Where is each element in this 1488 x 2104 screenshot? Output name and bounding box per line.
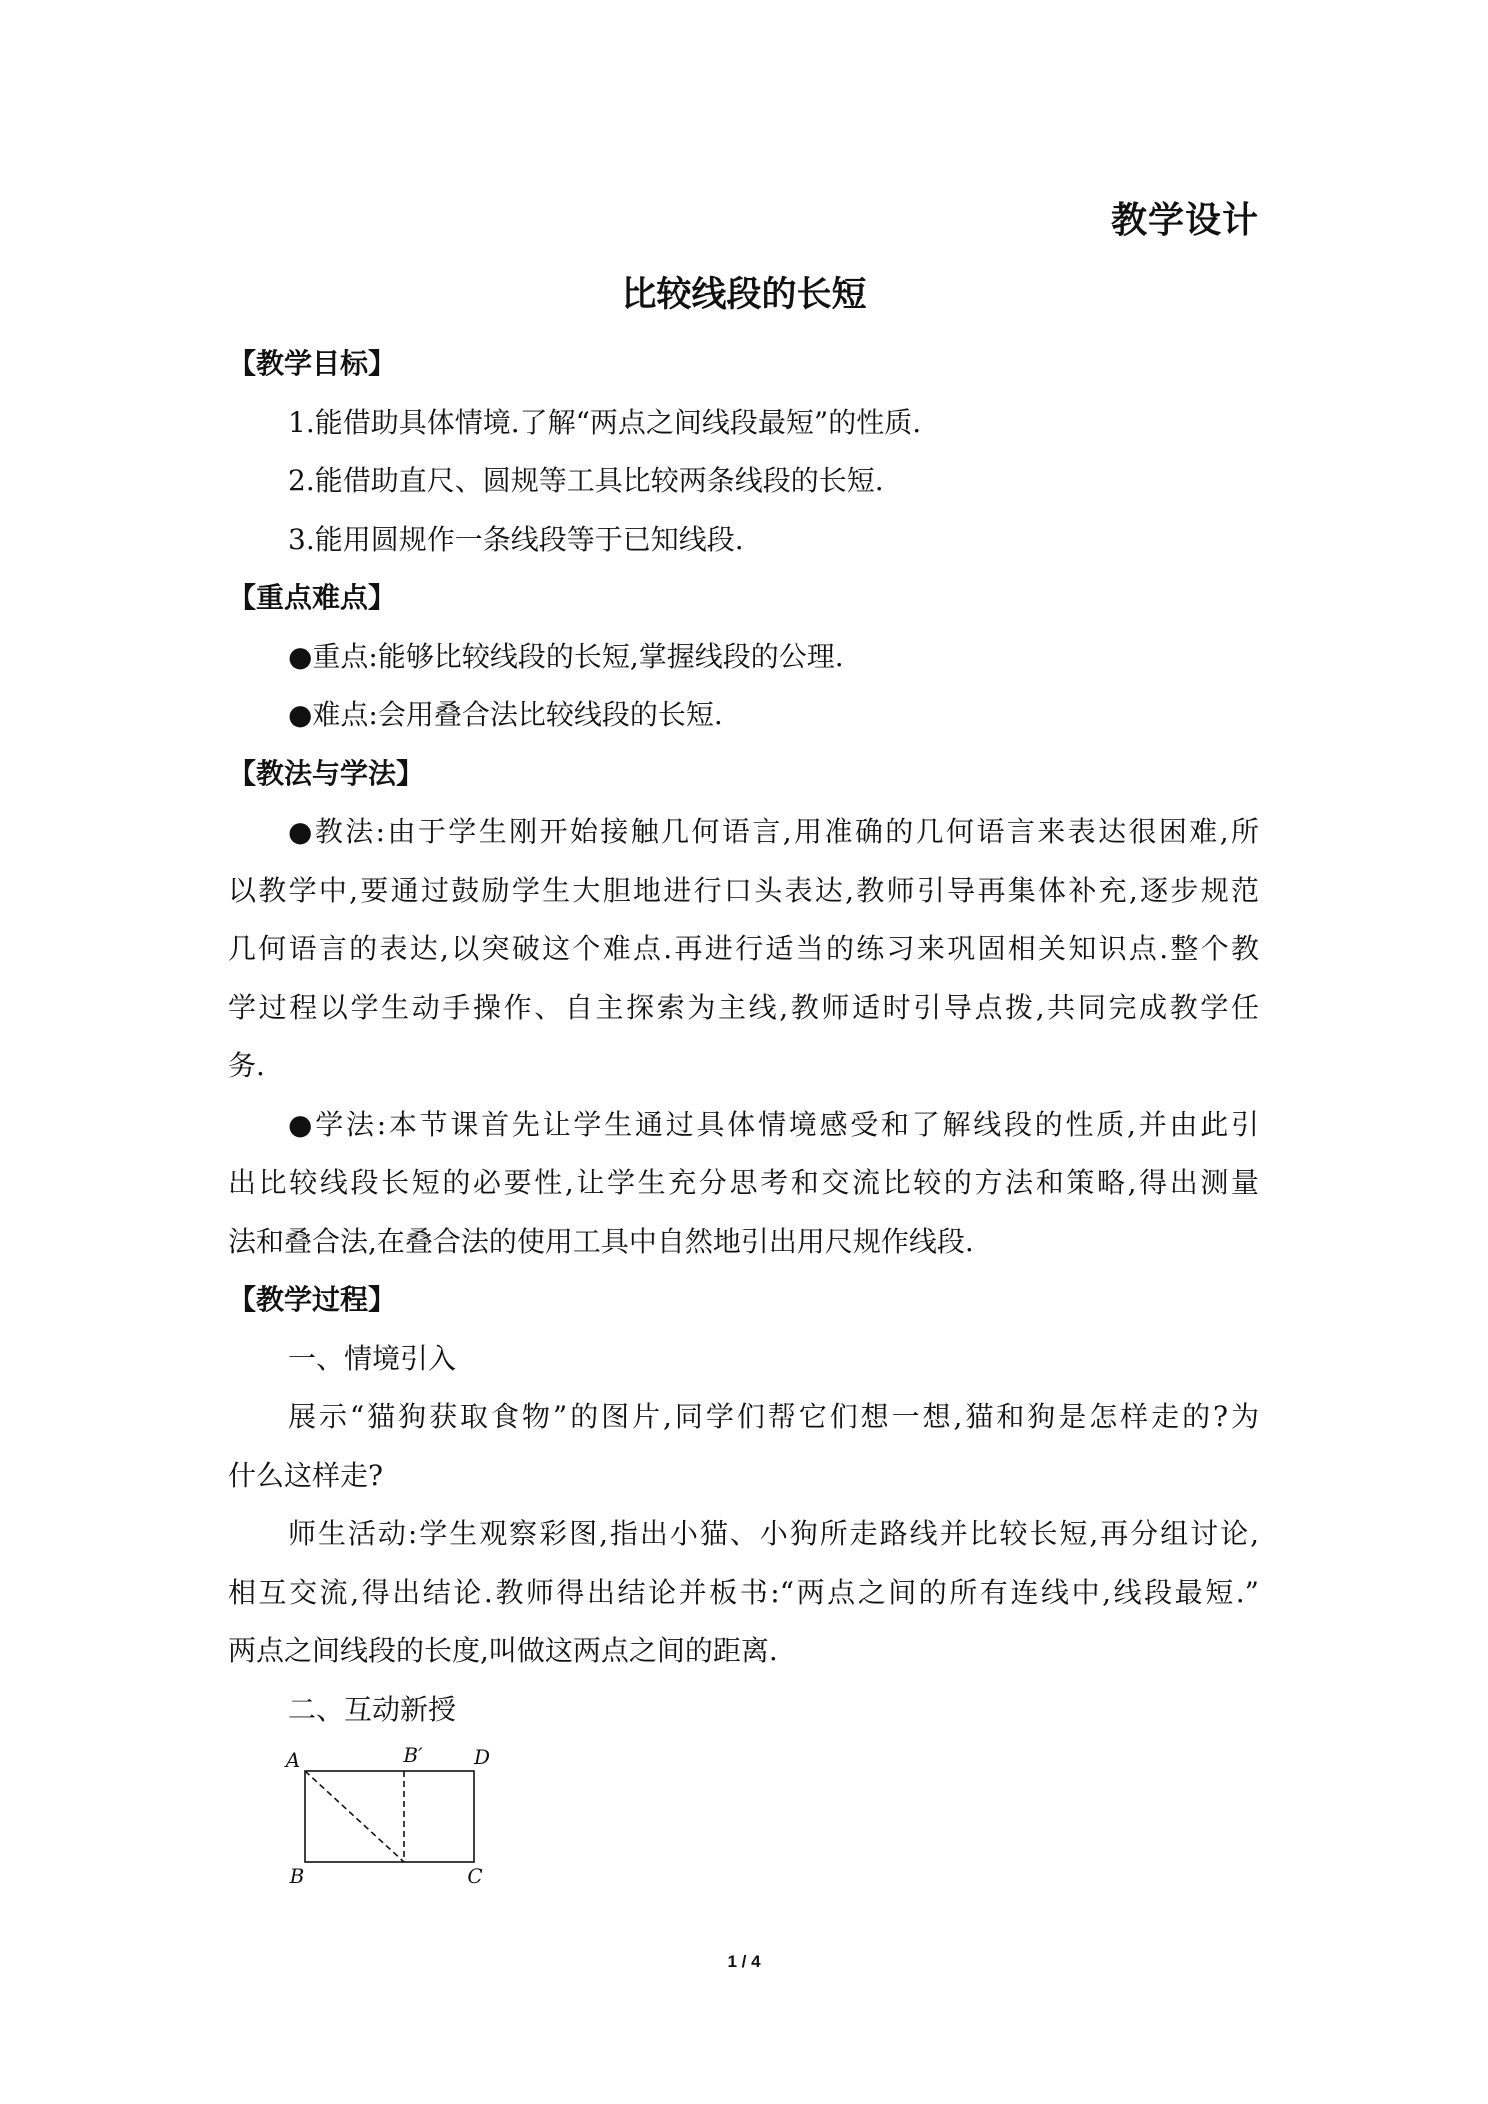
section-heading-objectives: 【教学目标】 bbox=[228, 347, 397, 380]
point-label-a: A bbox=[285, 1748, 301, 1772]
learning-method-line: 法和叠合法,在叠合法的使用工具中自然地引出用尺规作线段. bbox=[228, 1224, 974, 1258]
teaching-method-line: 务. bbox=[228, 1049, 265, 1082]
activity-line: 相互交流,得出结论.教师得出结论并板书:“两点之间的所有连线中,线段最短.” bbox=[228, 1575, 1259, 1609]
section-heading-key-points: 【重点难点】 bbox=[228, 581, 397, 614]
objective-item: 1.能借助具体情境.了解“两点之间线段最短”的性质. bbox=[288, 405, 922, 439]
teaching-method-line: 以教学中,要通过鼓励学生大胆地进行口头表达,教师引导再集体补充,逐步规范 bbox=[228, 873, 1259, 907]
intro-line: 什么这样走? bbox=[228, 1458, 384, 1492]
point-label-b: B bbox=[289, 1864, 305, 1888]
document-type-label: 教学设计 bbox=[1110, 200, 1259, 241]
page-title: 比较线段的长短 bbox=[621, 275, 867, 315]
activity-line: 师生活动:学生观察彩图,指出小猫、小狗所走路线并比较长短,再分组讨论, bbox=[288, 1517, 1259, 1550]
teaching-method-line: 学过程以学生动手操作、自主探索为主线,教师适时引导点拨,共同完成教学任 bbox=[228, 990, 1259, 1024]
key-point-item: ●重点:能够比较线段的长短,掌握线段的公理. bbox=[288, 639, 844, 673]
point-label-d: D bbox=[473, 1745, 491, 1769]
process-subheading: 二、互动新授 bbox=[288, 1692, 457, 1726]
process-subheading: 一、情境引入 bbox=[288, 1341, 457, 1375]
teaching-method-line: 几何语言的表达,以突破这个难点.再进行适当的练习来巩固相关知识点.整个教 bbox=[228, 932, 1259, 965]
document-body bbox=[228, 335, 1259, 1739]
activity-line: 两点之间线段的长度,叫做这两点之间的距离. bbox=[228, 1634, 778, 1667]
objective-item: 2.能借助直尺、圆规等工具比较两条线段的长短. bbox=[288, 464, 884, 497]
section-heading-process: 【教学过程】 bbox=[228, 1283, 397, 1316]
key-point-item: ●难点:会用叠合法比较线段的长短. bbox=[288, 698, 723, 731]
intro-line: 展示“猫狗获取食物”的图片,同学们帮它们想一想,猫和狗是怎样走的?为 bbox=[288, 1400, 1259, 1433]
point-label-b-prime: B′ bbox=[403, 1743, 423, 1767]
diagonal-dashed-line bbox=[305, 1771, 404, 1862]
learning-method-line: ●学法:本节课首先让学生通过具体情境感受和了解线段的性质,并由此引 bbox=[288, 1107, 1259, 1141]
objective-item: 3.能用圆规作一条线段等于已知线段. bbox=[288, 522, 744, 556]
rectangle-fold-figure bbox=[280, 1740, 510, 1890]
teaching-method-line: ●教法:由于学生刚开始接触几何语言,用准确的几何语言来表达很困难,所 bbox=[288, 815, 1259, 848]
section-heading-methods: 【教法与学法】 bbox=[228, 756, 425, 790]
page-number: 1 / 4 bbox=[727, 1952, 761, 1971]
point-label-c: C bbox=[467, 1864, 483, 1888]
learning-method-line: 出比较线段长短的必要性,让学生充分思考和交流比较的方法和策略,得出测量 bbox=[228, 1166, 1259, 1199]
